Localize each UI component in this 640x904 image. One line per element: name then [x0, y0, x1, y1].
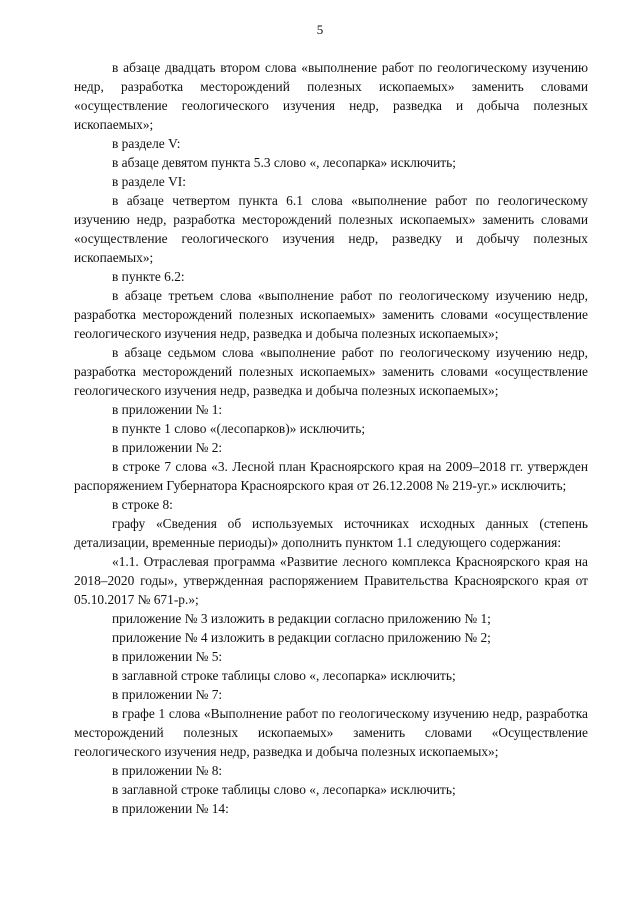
paragraph: в графе 1 слова «Выполнение работ по геологическому изучению недр, разработка месторождений полезных ископаемых» заменить словами «Осуществление геологического изучения недр, разведка и добыча полезных ископаемых»; — [74, 706, 588, 759]
paragraph: в приложении № 7: — [112, 687, 223, 702]
paragraph: в приложении № 8: — [112, 763, 223, 778]
paragraph: в пункте 1 слово «(лесопарков)» исключить; — [112, 421, 366, 436]
paragraph: в строке 8: — [112, 497, 173, 512]
paragraph: в абзаце третьем слова «выполнение работ по геологическому изучению недр, разработка месторождений полезных ископаемых» заменить словами «осуществление геологического изучения недр, разведка и добыча полезных ископаемых»; — [74, 288, 588, 341]
paragraph: в разделе V: — [112, 136, 181, 151]
paragraph: в строке 7 слова «3. Лесной план Красноярского края на 2009–2018 гг. утвержден распоряжением Губернатора Красноярского края от 26.12.2008 № 219-уг.» исключить; — [74, 459, 588, 493]
paragraph: в абзаце двадцать втором слова «выполнение работ по геологическому изучению недр, разработка месторождений полезных ископаемых» заменить словами «осуществление геологического изучения недр, разведка и добыча полезных ископаемых»; — [74, 60, 588, 132]
paragraph: графу «Сведения об используемых источниках исходных данных (степень детализации, временные периоды)» дополнить пунктом 1.1 следующего содержания: — [74, 516, 588, 550]
paragraph: приложение № 3 изложить в редакции согласно приложению № 1; — [112, 611, 491, 626]
paragraph: в разделе VI: — [112, 174, 186, 189]
paragraph: в заглавной строке таблицы слово «, лесопарка» исключить; — [112, 782, 456, 797]
paragraph: в абзаце седьмом слова «выполнение работ по геологическому изучению недр, разработка месторождений полезных ископаемых» заменить словами «осуществление геологического изучения недр, разведка и добыча полезных ископаемых»; — [74, 345, 588, 398]
paragraph: в абзаце девятом пункта 5.3 слово «, лесопарка» исключить; — [112, 155, 456, 170]
document-body — [74, 58, 588, 818]
paragraph: приложение № 4 изложить в редакции согласно приложению № 2; — [112, 630, 491, 645]
paragraph: «1.1. Отраслевая программа «Развитие лесного комплекса Красноярского края на 2018–2020 годы», утвержденная распоряжением Правительства Красноярского края от 05.10.2017 № 671-р.»; — [74, 554, 588, 607]
paragraph: в приложении № 1: — [112, 402, 223, 417]
page-number: 5 — [316, 22, 324, 37]
paragraph: в приложении № 14: — [112, 801, 229, 816]
paragraph: в заглавной строке таблицы слово «, лесопарка» исключить; — [112, 668, 456, 683]
paragraph: в абзаце четвертом пункта 6.1 слова «выполнение работ по геологическому изучению недр, разработка месторождений полезных ископаемых» заменить словами «осуществление геологического изучения недр, разведку и добычу полезных ископаемых»; — [74, 193, 588, 265]
paragraph: в пункте 6.2: — [112, 269, 185, 284]
paragraph: в приложении № 2: — [112, 440, 223, 455]
paragraph: в приложении № 5: — [112, 649, 223, 664]
